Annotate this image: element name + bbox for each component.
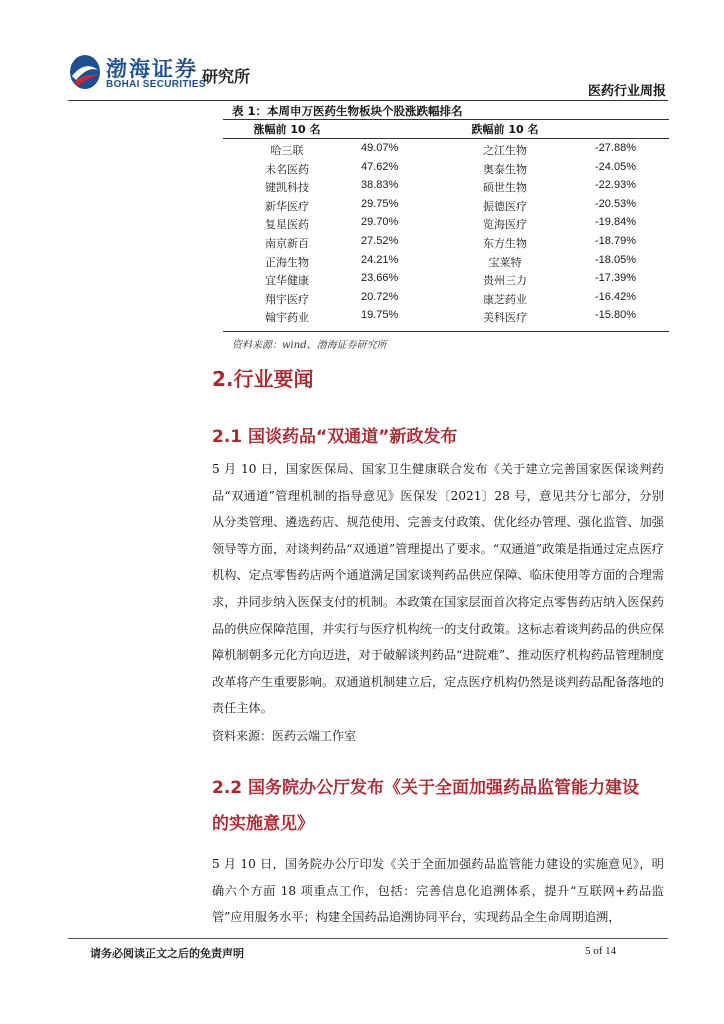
- subsection-title-2-1: 2.1 国谈药品“双通道”新政发布: [212, 427, 458, 447]
- table-row: [223, 270, 669, 289]
- gainer-name: 哈三联: [270, 144, 304, 157]
- gainer-name: 复星医药: [265, 218, 309, 232]
- bohai-logo-icon: [68, 52, 102, 92]
- subsection-2-1-body: 5 月 10 日，国家医保局、国家卫生健康联合发布《关于建立完善国家医保谈判药品“双通道”管理机制的指导意见》医保发〔2021〕28 号，意见共分七部分，分别从分类管理、遴选药店、规范使用、完善支付政策、优化经办管理、强化监管、加强领导等方面，对谈判药品“双通道”管理提出了要求。“双通道”政策是指通过定点医疗机构、定点零售药店两个通道满足国家谈判药品供应保障、临床使用等方面的合理需求，并同步纳入医保支付的机制。本政策在国家层面首次将定点零售药店纳入医保药品的供应保障范围，并实行与医疗机构统一的支付政策。这标志着谈判药品的供应保障机制朝多元化方向迈进，对于破解谈判药品“进院难”、推动医疗机构药品管理制度改革将产生重要影响。双通道机制建立后，定点医疗机构仍然是谈判药品配备落地的责任主体。: [212, 462, 664, 716]
- loser-name: 宝莱特: [488, 255, 522, 269]
- gainer-pct: 29.75%: [361, 197, 399, 210]
- header-divider: [68, 100, 668, 101]
- table-row: [223, 307, 669, 326]
- loser-pct: -18.79%: [595, 234, 636, 247]
- subsection-title-2-2-line1: 2.2 国务院办公厅发布《关于全面加强药品监管能力建设: [212, 778, 640, 798]
- gainer-name: 翰宇药业: [265, 311, 309, 325]
- gainer-name: 正海生物: [265, 255, 309, 269]
- report-type-label: 医药行业周报: [587, 84, 666, 99]
- table-row: [223, 140, 669, 159]
- loser-pct: -22.93%: [595, 179, 636, 192]
- losers-header: 跌幅前 10 名: [471, 123, 539, 136]
- loser-pct: -16.42%: [595, 290, 636, 303]
- table-top-rule: [223, 119, 669, 120]
- gainer-name: 宜华健康: [265, 274, 309, 288]
- table-row: [223, 252, 669, 271]
- loser-pct: -27.88%: [595, 142, 636, 154]
- table-row: [223, 289, 669, 308]
- loser-name: 之江生物: [483, 144, 527, 157]
- table-source-note: 资料来源：wind、渤海证券研究所: [232, 340, 387, 351]
- loser-name: 振德医疗: [483, 199, 527, 213]
- gainer-pct: 27.52%: [361, 234, 399, 247]
- gainer-name: 键凯科技: [265, 181, 309, 195]
- loser-name: 奥泰生物: [483, 162, 527, 176]
- table-row: [223, 159, 669, 178]
- gainer-pct: 38.83%: [361, 179, 399, 192]
- page-number: 5 of 14: [585, 945, 617, 957]
- gainer-name: 新华医疗: [265, 199, 309, 213]
- logo-chinese-name: 渤海证券: [106, 57, 198, 81]
- page-header: [68, 50, 668, 100]
- subsection-title-2-2-line2: 的实施意见》: [212, 814, 314, 834]
- table-bottom-rule: [223, 331, 669, 332]
- table-row: [223, 214, 669, 233]
- loser-pct: -15.80%: [595, 309, 636, 322]
- research-dept-label: 研究所: [202, 67, 251, 86]
- gainer-pct: 20.72%: [361, 290, 399, 303]
- subsection-2-1-source: 资料来源：医药云端工作室: [212, 729, 357, 743]
- loser-name: 美科医疗: [483, 311, 527, 325]
- gainer-pct: 47.62%: [361, 160, 399, 173]
- gainer-name: 南京新百: [265, 236, 309, 250]
- table-row: [223, 233, 669, 252]
- gainer-pct: 23.66%: [361, 272, 399, 285]
- loser-name: 康芝药业: [483, 292, 527, 306]
- loser-pct: -24.05%: [595, 160, 636, 173]
- stock-ranking-table: [223, 140, 669, 326]
- loser-name: 硕世生物: [483, 181, 527, 195]
- gainer-name: 未名医药: [265, 162, 309, 176]
- logo-english-name: BOHAI SECURITIES: [106, 79, 206, 90]
- table-row: [223, 196, 669, 215]
- loser-pct: -19.84%: [595, 216, 636, 229]
- loser-pct: -20.53%: [595, 197, 636, 210]
- section-title: 2.行业要闻: [212, 367, 314, 391]
- loser-name: 贵州三力: [483, 274, 527, 288]
- subsection-2-2-body: 5 月 10 日，国务院办公厅印发《关于全面加强药品监管能力建设的实施意见》，明确六个方面 18 项重点工作，包括：完善信息化追溯体系，提升“互联网+药品监管”应用服务水平；构建全国药品追溯协同平台，实现药品全生命周期追溯，: [212, 857, 664, 925]
- footer-divider: [68, 938, 668, 939]
- table-row: [223, 177, 669, 196]
- table-caption: 表 1：本周申万医药生物板块个股涨跌幅排名: [232, 104, 463, 118]
- gainer-pct: 49.07%: [361, 142, 399, 154]
- gainer-pct: 19.75%: [361, 309, 399, 322]
- gainer-name: 翔宇医疗: [265, 292, 309, 306]
- gainers-header: 涨幅前 10 名: [253, 123, 321, 136]
- loser-name: 东方生物: [483, 236, 527, 250]
- loser-name: 览海医疗: [483, 218, 527, 232]
- table-header-rule: [223, 138, 669, 139]
- disclaimer-note: 请务必阅读正文之后的免责声明: [90, 947, 244, 960]
- gainer-pct: 24.21%: [361, 253, 399, 266]
- gainer-pct: 29.70%: [361, 216, 399, 229]
- loser-pct: -17.39%: [595, 272, 636, 285]
- loser-pct: -18.05%: [595, 253, 636, 266]
